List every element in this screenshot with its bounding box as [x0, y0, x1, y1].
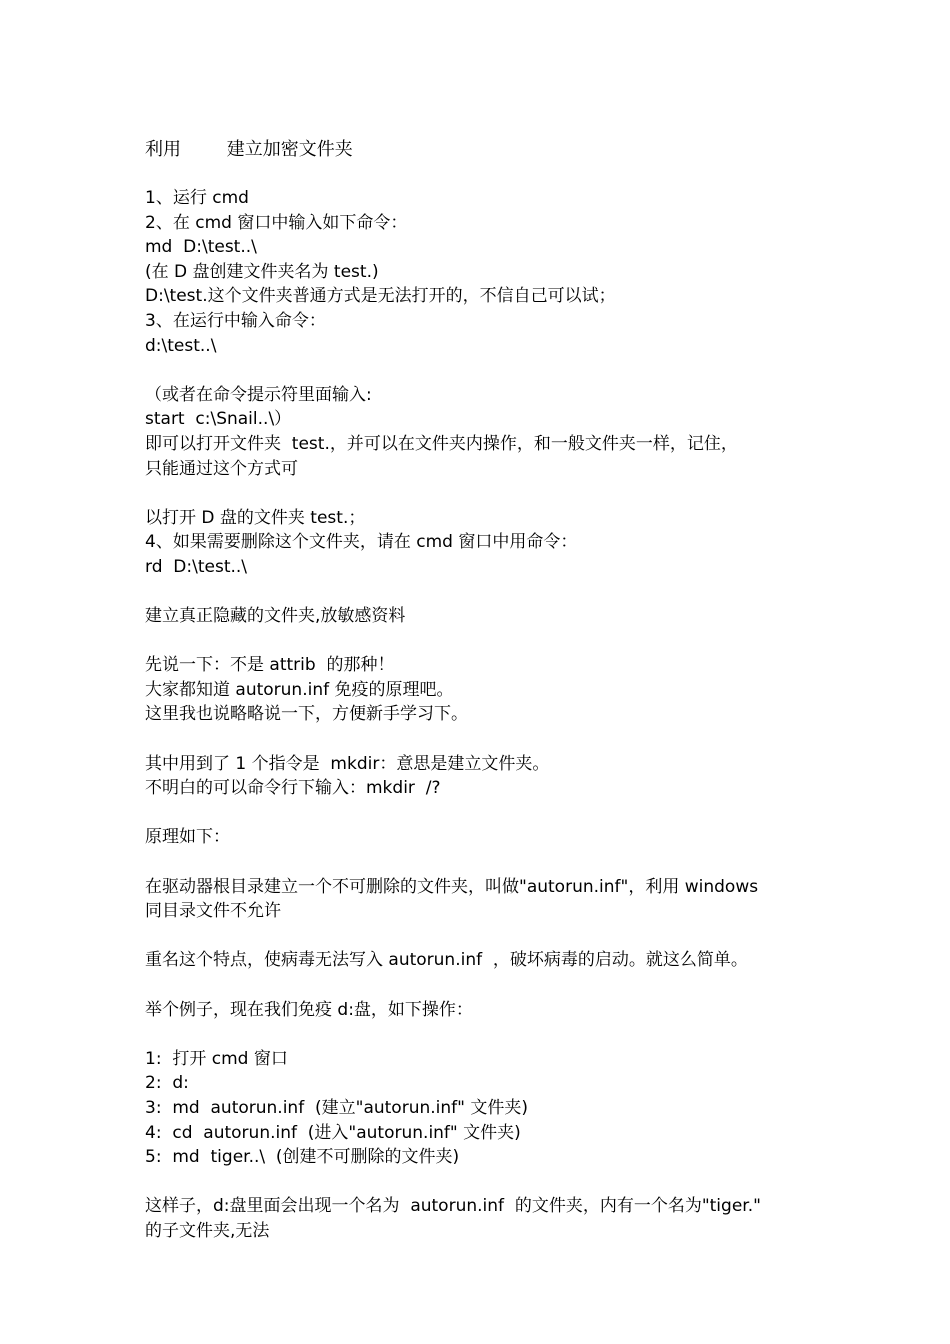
text-line: 原理如下： — [145, 827, 230, 848]
text-line: 举个例子，现在我们免疫 d:盘，如下操作： — [145, 999, 473, 1020]
text-line: (在 D 盘创建文件夹名为 test.) — [145, 261, 379, 282]
text-line: 重名这个特点，使病毒无法写入 autorun.inf ，破坏病毒的启动。就这么简单。 — [145, 950, 748, 971]
text-line: 4、如果需要删除这个文件夹，请在 cmd 窗口中用命令： — [145, 532, 578, 553]
blank-line — [145, 924, 810, 949]
text-line: 这里我也说略略说一下，方便新手学习下。 — [145, 704, 468, 725]
blank-line — [145, 580, 810, 605]
blank-line — [145, 727, 810, 752]
text-line: d:\test..\ — [145, 335, 217, 356]
text-line: 即可以打开文件夹 test.，并可以在文件夹内操作，和一般文件夹一样，记住， — [145, 433, 738, 454]
step-line: 2: d: — [145, 1073, 189, 1094]
blank-line — [145, 801, 810, 826]
section-heading: 建立真正隐藏的文件夹,放敏感资料 — [145, 606, 406, 627]
text-line: 在驱动器根目录建立一个不可删除的文件夹，叫做"autorun.inf"，利用 windows — [145, 876, 759, 897]
blank-line — [145, 481, 810, 506]
step-line: 3: md autorun.inf (建立"autorun.inf" 文件夹) — [145, 1097, 528, 1118]
step-line: 1: 打开 cmd 窗口 — [145, 1048, 288, 1069]
text-line: 以打开 D 盘的文件夹 test.； — [145, 507, 366, 528]
text-line: 不明白的可以命令行下输入：mkdir /? — [145, 778, 441, 799]
text-line: D:\test.这个文件夹普通方式是无法打开的，不信自己可以试； — [145, 286, 616, 307]
blank-line — [145, 973, 810, 998]
text-line: 先说一下：不是 attrib 的那种！ — [145, 655, 395, 676]
step-line: 4: cd autorun.inf (进入"autorun.inf" 文件夹) — [145, 1122, 521, 1143]
blank-line — [145, 1022, 810, 1047]
document-body — [145, 186, 810, 1244]
blank-line — [145, 850, 810, 875]
text-line: 的子文件夹,无法 — [145, 1220, 270, 1241]
text-line: 只能通过这个方式可 — [145, 458, 298, 479]
text-line: 3、在运行中输入命令： — [145, 310, 326, 331]
document-title: 利用 建立加密文件夹 — [145, 139, 353, 160]
text-line: 大家都知道 autorun.inf 免疫的原理吧。 — [145, 679, 454, 700]
blank-line — [145, 629, 810, 654]
blank-line — [145, 1170, 810, 1195]
text-line: start c:\Snail..\） — [145, 409, 292, 430]
step-line: 5: md tiger..\ (创建不可删除的文件夹) — [145, 1147, 460, 1168]
blank-line — [145, 358, 810, 383]
text-line: 1、运行 cmd — [145, 188, 249, 208]
text-line: 同目录文件不允许 — [145, 901, 281, 922]
text-line: 其中用到了 1 个指令是 mkdir：意思是建立文件夹。 — [145, 753, 550, 774]
text-line: 这样子，d:盘里面会出现一个名为 autorun.inf 的文件夹，内有一个名为"tiger." — [145, 1196, 761, 1217]
text-line: rd D:\test..\ — [145, 556, 248, 577]
text-line: 2、在 cmd 窗口中输入如下命令： — [145, 212, 408, 233]
text-line: md D:\test..\ — [145, 237, 257, 258]
text-line: （或者在命令提示符里面输入: — [145, 384, 372, 405]
